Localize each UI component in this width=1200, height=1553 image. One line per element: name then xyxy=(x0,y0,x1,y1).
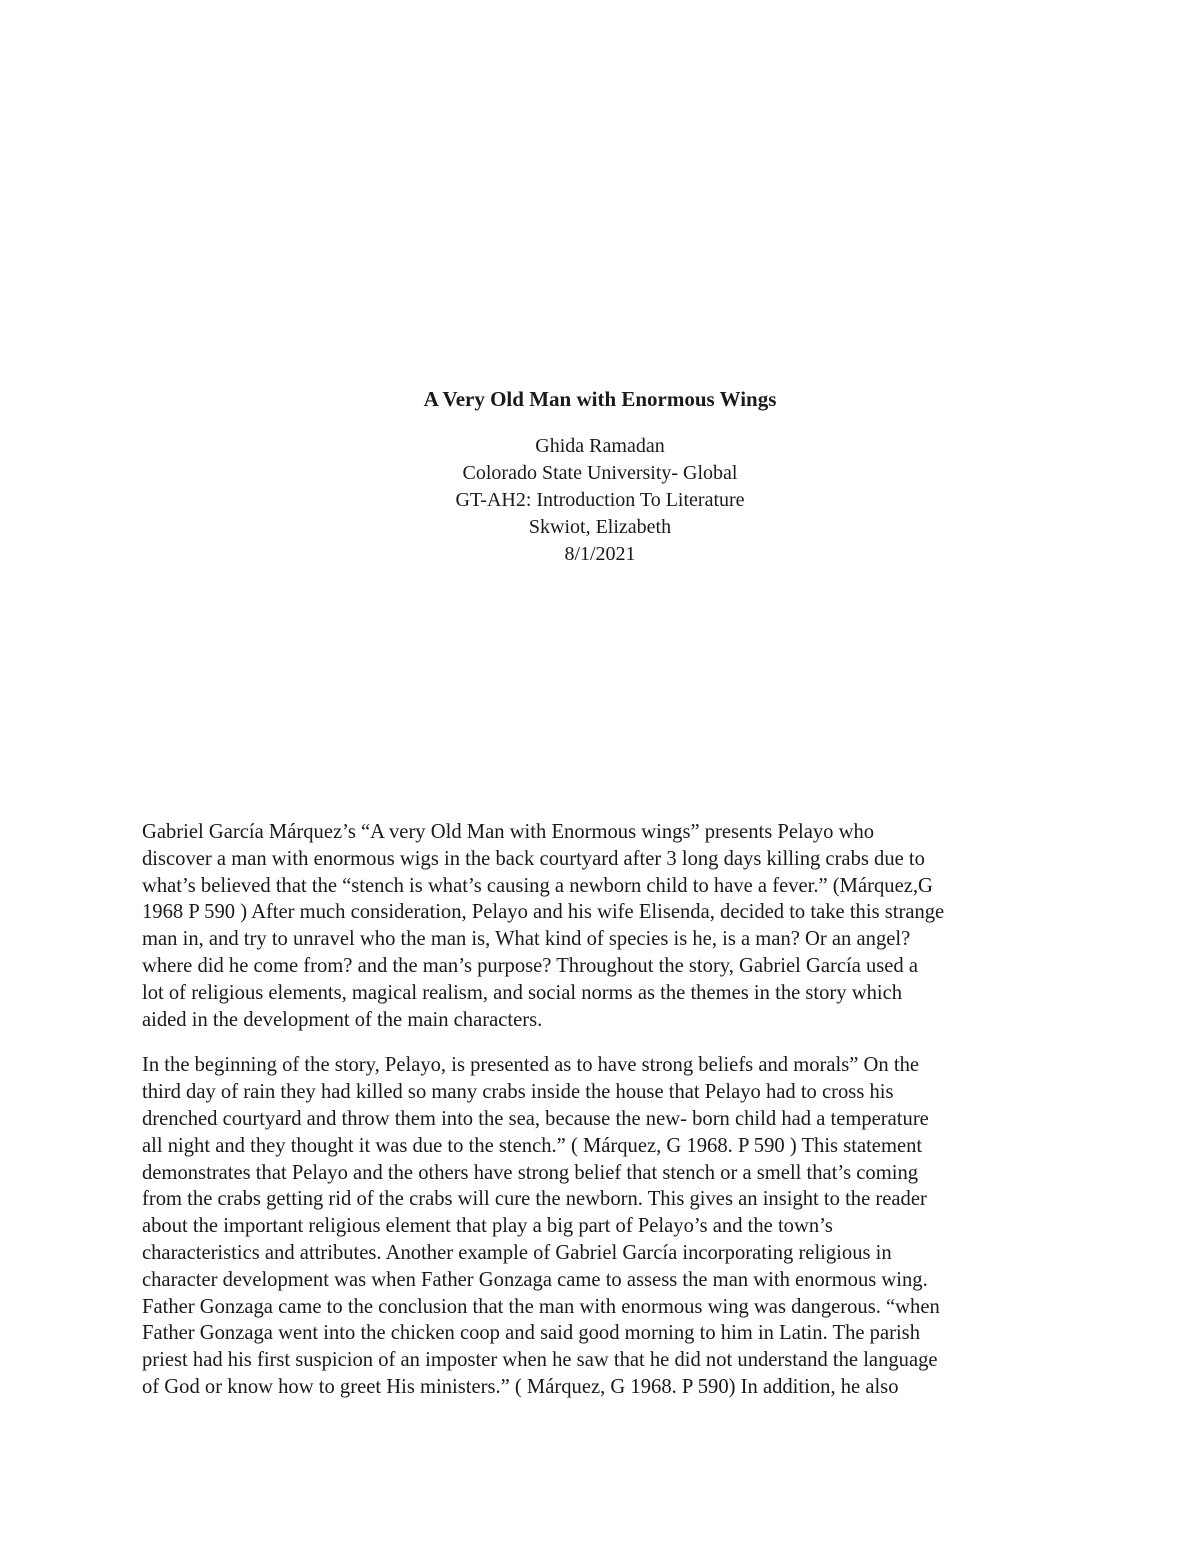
paragraph-1 xyxy=(142,819,1072,1033)
text-line: In the beginning of the story, Pelayo, is presented as to have strong beliefs and morals” On the xyxy=(142,1054,920,1077)
course-name: GT-AH2: Introduction To Literature xyxy=(455,489,745,511)
text-line: all night and they thought it was due to the stench.” ( Márquez, G 1968. P 590 ) This statement xyxy=(142,1134,923,1157)
instructor-name: Skwiot, Elizabeth xyxy=(528,516,672,538)
paragraph-2 xyxy=(142,1052,1072,1400)
text-line: character development was when Father Gonzaga came to assess the man with enormous wing. xyxy=(142,1268,928,1291)
text-line: lot of religious elements, magical realism, and social norms as the themes in the story which xyxy=(142,981,903,1004)
text-line: man in, and try to unravel who the man is, What kind of species is he, is a man? Or an angel? xyxy=(142,928,911,951)
text-line: Father Gonzaga came to the conclusion that the man with enormous wing was dangerous. “when xyxy=(142,1295,940,1318)
text-line: characteristics and attributes. Another example of Gabriel García incorporating religious in xyxy=(142,1241,892,1264)
text-line: aided in the development of the main characters. xyxy=(142,1008,543,1031)
text-line: discover a man with enormous wigs in the back courtyard after 3 long days killing crabs due to xyxy=(142,847,925,870)
essay-body xyxy=(142,819,1072,1420)
text-line: Father Gonzaga went into the chicken coop and said good morning to him in Latin. The parish xyxy=(142,1322,920,1345)
document-title: A Very Old Man with Enormous Wings xyxy=(423,387,777,411)
text-line: priest had his first suspicion of an imposter when he saw that he did not understand the language xyxy=(142,1349,938,1372)
text-line: 1968 P 590 ) After much consideration, Pelayo and his wife Elisenda, decided to take this strange xyxy=(142,901,945,924)
institution-name: Colorado State University- Global xyxy=(462,462,738,484)
text-line: third day of rain they had killed so many crabs inside the house that Pelayo had to cross his xyxy=(142,1081,894,1104)
text-line: drenched courtyard and throw them into the sea, because the new- born child had a temperature xyxy=(142,1107,929,1130)
document-date: 8/1/2021 xyxy=(564,543,636,565)
text-line: demonstrates that Pelayo and the others have strong belief that stench or a smell that’s coming xyxy=(142,1161,919,1184)
text-line: of God or know how to greet His ministers.” ( Márquez, G 1968. P 590) In addition, he also xyxy=(142,1375,899,1398)
text-line: Gabriel García Márquez’s “A very Old Man with Enormous wings” presents Pelayo who xyxy=(142,821,875,843)
title-page-block xyxy=(0,386,1200,568)
text-line: about the important religious element that play a big part of Pelayo’s and the town’s xyxy=(142,1215,833,1238)
text-line: what’s believed that the “stench is what’s causing a newborn child to have a fever.” (Márquez,G xyxy=(142,874,933,897)
text-line: where did he come from? and the man’s purpose? Throughout the story, Gabriel García used a xyxy=(142,954,919,977)
author-name: Ghida Ramadan xyxy=(535,435,665,457)
text-line: from the crabs getting rid of the crabs will cure the newborn. This gives an insight to the reader xyxy=(142,1188,927,1211)
